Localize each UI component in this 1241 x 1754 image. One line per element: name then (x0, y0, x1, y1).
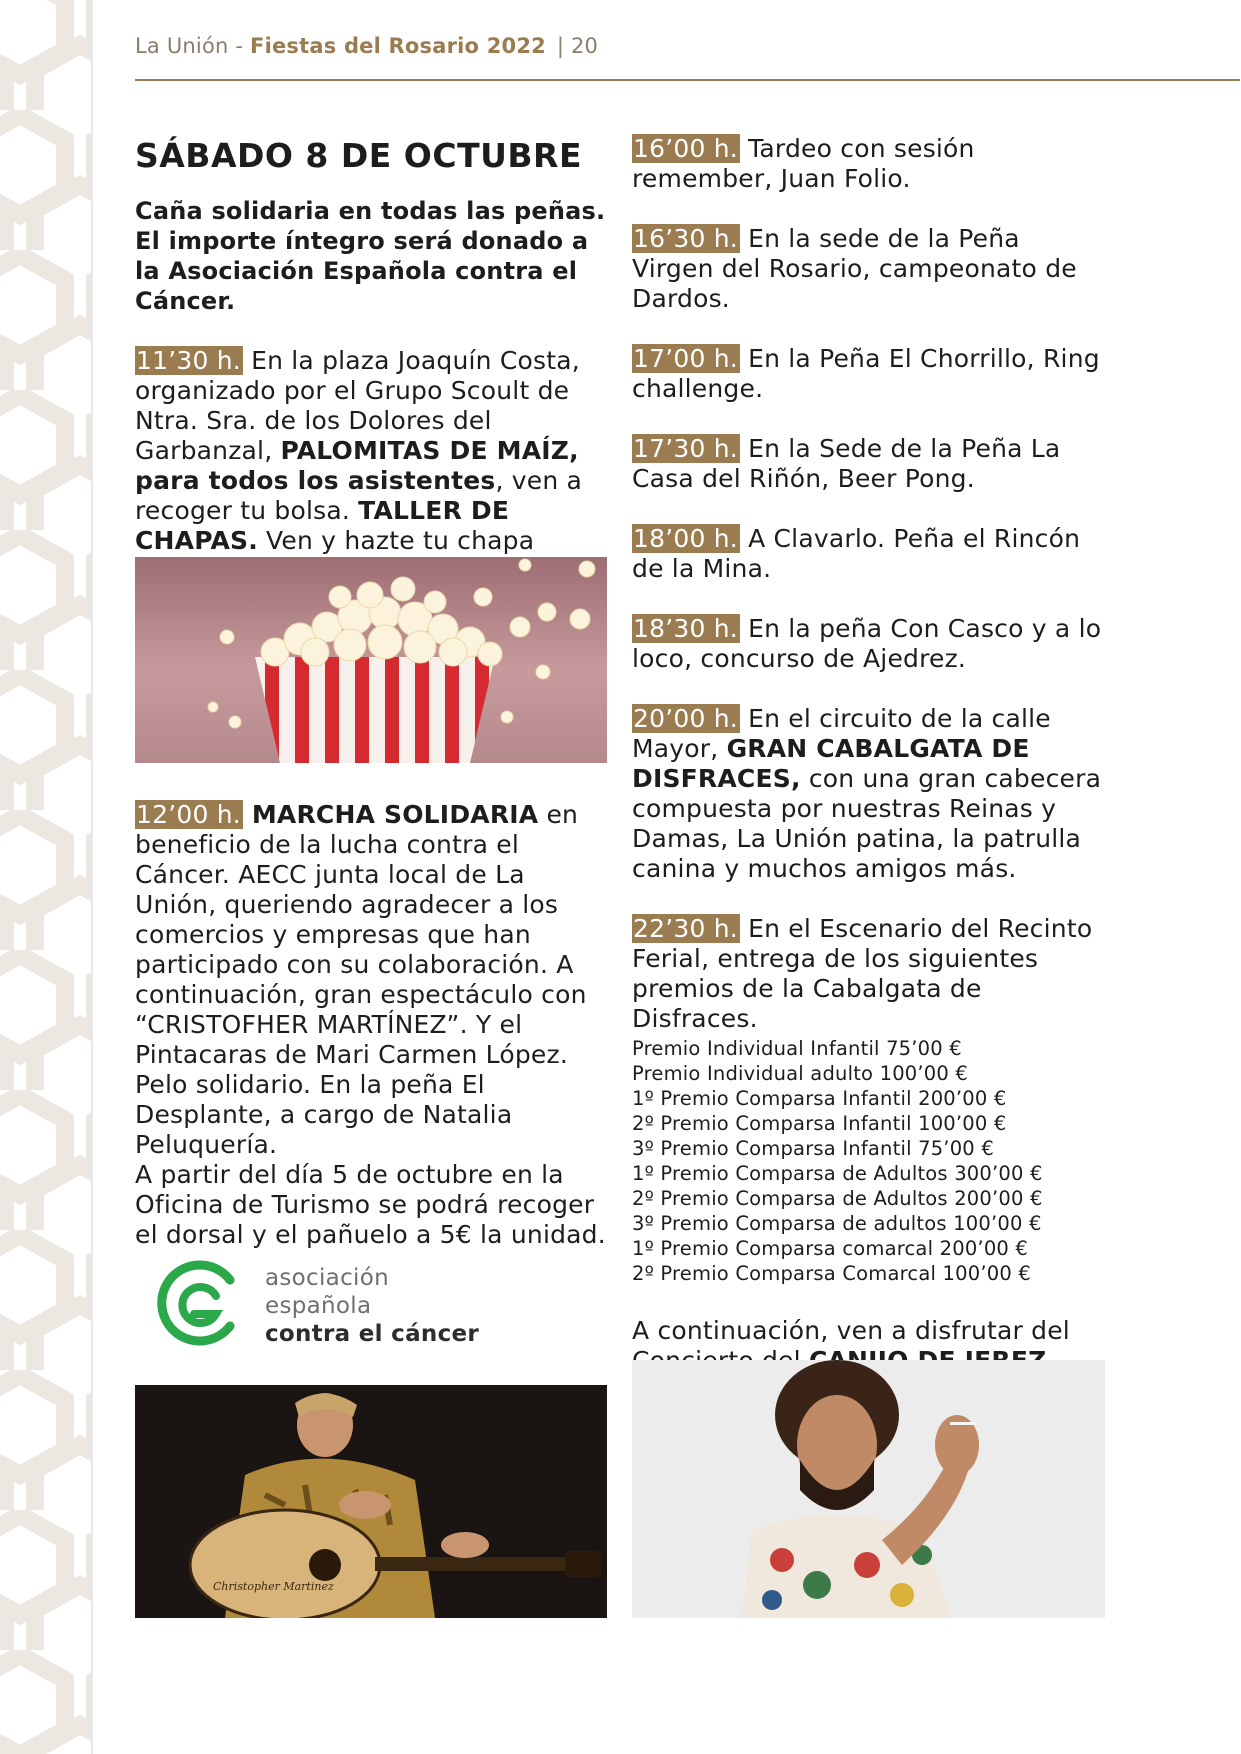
hexagon-pattern-graphic (0, 0, 92, 1754)
prize-item: 2º Premio Comparsa Comarcal 100’00 € (632, 1262, 1031, 1285)
closing-text: A continuación, ven a disfrutar del (632, 1316, 1070, 1345)
event-highlight: MARCHA SOLIDARIA (242, 800, 539, 829)
event-time: 16’00 h. (633, 134, 738, 163)
page-header (135, 34, 598, 58)
event-item (632, 434, 1107, 494)
event-item (632, 224, 1107, 314)
aecc-logo (150, 1258, 480, 1350)
event-2230 (632, 914, 1107, 1034)
event-text: , ven a recoger tu bolsa. (135, 466, 583, 525)
header-title: Fiestas del Rosario 2022 (250, 34, 546, 58)
canijo-de-jerez-photo (632, 1360, 1105, 1618)
event-time: 16’30 h. (633, 224, 738, 253)
event-1130 (135, 346, 610, 586)
event-text: En la Sede de la Peña La Casa del Riñón, Beer Pong. (632, 434, 1061, 493)
event-text: en beneficio de la lucha contra el Cáncer. AECC junta local de La Unión, queriendo agradecer a los comercios y empresas que han participado con su colaboración. A continuación, gran espectáculo con “CRISTOFHER MARTÍNEZ”. Y el Pintacaras de Mari Carmen López. Pelo solidario. En la peña El Desplante, a cargo de Natalia Peluquería. (135, 800, 587, 1159)
singer-illustration (632, 1360, 1105, 1618)
event-text: En el circuito de la calle Mayor, (632, 704, 1051, 763)
prize-item: 2º Premio Comparsa de Adultos 200’00 € (632, 1187, 1043, 1210)
prize-item: 3º Premio Comparsa Infantil 75’00 € (632, 1137, 994, 1160)
event-text: En el Escenario del Recinto Ferial, entrega de los siguientes premios de la Cabalgata de Disfraces. (632, 914, 1093, 1033)
event-1200 (135, 800, 610, 1160)
event-highlight: PALOMITAS DE MAÍZ, para todos los asistentes (135, 436, 579, 495)
event-item (632, 134, 1107, 194)
event-2000 (632, 704, 1107, 884)
prize-item: 3º Premio Comparsa de adultos 100’00 € (632, 1212, 1042, 1235)
guitarist-illustration (135, 1385, 607, 1618)
aecc-logo-line2: española (265, 1293, 372, 1319)
aecc-logo-line1: asociación (265, 1265, 389, 1291)
cristofher-martinez-photo (135, 1385, 607, 1618)
aecc-logo-mark (150, 1258, 250, 1348)
event-text: Ven y hazte tu chapa (266, 526, 535, 555)
popcorn-image (135, 557, 607, 763)
event-item (632, 614, 1107, 674)
intro-text: Caña solidaria en todas las peñas. El importe íntegro será donado a la Asociación Española contra el Cáncer. (135, 197, 606, 315)
event-time: 22’30 h. (633, 914, 738, 943)
event-highlight: TALLER DE CHAPAS. (135, 496, 510, 555)
event-time: 17’30 h. (633, 434, 738, 463)
event-time: 12’00 h. (136, 800, 241, 829)
registration-note: A partir del día 5 de octubre en la Oficina de Turismo se podrá recoger el dorsal y el pañuelo a 5€ la unidad. (135, 1160, 606, 1249)
popcorn-illustration (135, 557, 607, 763)
decorative-hexagon-pattern (0, 0, 92, 1754)
event-text: En la Peña El Chorrillo, Ring challenge. (632, 344, 1100, 403)
prize-item: 1º Premio Comparsa comarcal 200’00 € (632, 1237, 1029, 1260)
event-text: En la plaza Joaquín Costa, organizado por el Grupo Scoult de Ntra. Sra. de los Dolores del Garbanzal, (135, 346, 580, 465)
prize-item: Premio Individual Infantil 75’00 € (632, 1037, 962, 1060)
header-separator: | (549, 34, 571, 58)
event-time: 20’00 h. (633, 704, 738, 733)
event-time: 11’30 h. (136, 346, 241, 375)
event-time: 18’30 h. (633, 614, 738, 643)
left-column-lower (135, 800, 610, 1250)
prize-list (632, 1036, 1107, 1286)
day-title: SÁBADO 8 DE OCTUBRE (135, 136, 582, 175)
pattern-divider (91, 0, 93, 1754)
guitar-signature: Christopher Martinez (213, 1580, 334, 1593)
header-prefix: La Unión - (135, 34, 251, 58)
left-column (135, 136, 610, 586)
event-text: A Clavarlo. Peña el Rincón de la Mina. (632, 524, 1081, 583)
page-number: 20 (570, 34, 599, 58)
prize-item: Premio Individual adulto 100’00 € (632, 1062, 969, 1085)
aecc-logo-text (265, 1264, 479, 1348)
event-highlight: GRAN CABALGATA DE DISFRACES, (632, 734, 1030, 793)
events-list (632, 134, 1107, 674)
event-text: Tardeo con sesión remember, Juan Folio. (632, 134, 975, 193)
header-rule (135, 79, 1240, 81)
aecc-logo-line3: contra el cáncer (265, 1321, 480, 1347)
event-item (632, 344, 1107, 404)
right-column (632, 134, 1107, 1376)
event-text: En la sede de la Peña Virgen del Rosario, campeonato de Dardos. (632, 224, 1077, 313)
event-text: con una gran cabecera compuesta por nuestras Reinas y Damas, La Unión patina, la patrulla canina y muchos amigos más. (632, 764, 1102, 883)
prize-item: 1º Premio Comparsa Infantil 200’00 € (632, 1087, 1007, 1110)
event-item (632, 524, 1107, 584)
prize-item: 2º Premio Comparsa Infantil 100’00 € (632, 1112, 1007, 1135)
event-time: 17’00 h. (633, 344, 738, 373)
prize-item: 1º Premio Comparsa de Adultos 300’00 € (632, 1162, 1043, 1185)
event-text: En la peña Con Casco y a lo loco, concurso de Ajedrez. (632, 614, 1102, 673)
event-time: 18’00 h. (633, 524, 738, 553)
